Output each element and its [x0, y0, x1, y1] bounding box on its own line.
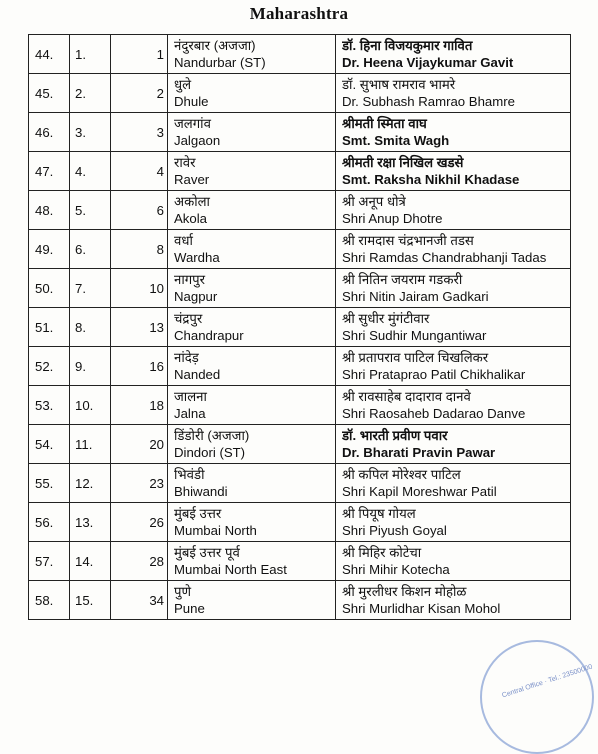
constituency-number: 20 [111, 425, 168, 464]
state-serial-number: 12. [70, 464, 111, 503]
candidate-name [336, 503, 571, 542]
constituency-name-hindi: जालना [174, 389, 207, 404]
constituency-name-english: Nanded [174, 367, 221, 382]
constituency-number: 13 [111, 308, 168, 347]
state-serial-number: 11. [70, 425, 111, 464]
page-heading: Maharashtra [249, 4, 349, 23]
table-row [29, 74, 571, 113]
state-serial-number: 10. [70, 386, 111, 425]
candidate-name-english: Shri Kapil Moreshwar Patil [342, 484, 497, 499]
constituency-name-hindi: नागपुर [174, 272, 206, 287]
candidate-name-english: Shri Raosaheb Dadarao Danve [342, 406, 526, 421]
table-row [29, 35, 571, 74]
serial-number: 58. [29, 581, 70, 620]
state-serial-number: 3. [70, 113, 111, 152]
state-serial-number: 1. [70, 35, 111, 74]
table-row [29, 542, 571, 581]
constituency-name [168, 503, 336, 542]
constituency-name [168, 269, 336, 308]
candidate-name-english: Shri Piyush Goyal [342, 523, 447, 538]
constituency-name [168, 464, 336, 503]
table-row [29, 230, 571, 269]
candidate-name [336, 269, 571, 308]
candidate-name-hindi: श्री रामदास चंद्रभानजी तडस [342, 233, 474, 248]
candidate-name [336, 581, 571, 620]
candidate-name-hindi: श्री अनूप धोत्रे [342, 194, 406, 209]
constituency-name-hindi: रावेर [174, 155, 196, 170]
candidate-name [336, 425, 571, 464]
constituency-number: 26 [111, 503, 168, 542]
constituency-name-hindi: नांदेड़ [174, 350, 199, 365]
constituency-name [168, 386, 336, 425]
constituency-name-hindi: धुले [174, 77, 192, 92]
candidate-name-english: Shri Ramdas Chandrabhanji Tadas [342, 250, 547, 265]
table-row [29, 503, 571, 542]
serial-number: 48. [29, 191, 70, 230]
candidate-name-hindi: श्री मुरलीधर किशन मोहोळ [342, 584, 467, 599]
candidate-name [336, 308, 571, 347]
constituency-name-hindi: मुंबई उत्तर [174, 506, 222, 521]
serial-number: 50. [29, 269, 70, 308]
serial-number: 55. [29, 464, 70, 503]
candidate-name-hindi: श्रीमती रक्षा निखिल खडसे [342, 155, 464, 170]
constituency-name-hindi: अकोला [174, 194, 210, 209]
candidate-name-english: Shri Prataprao Patil Chikhalikar [342, 367, 526, 382]
constituency-number: 4 [111, 152, 168, 191]
constituency-name [168, 581, 336, 620]
table-row [29, 581, 571, 620]
serial-number: 45. [29, 74, 70, 113]
candidate-name-hindi: श्रीमती स्मिता वाघ [342, 116, 427, 131]
constituency-name-english: Jalgaon [174, 133, 221, 148]
serial-number: 47. [29, 152, 70, 191]
candidate-name-english: Shri Nitin Jairam Gadkari [342, 289, 489, 304]
candidate-table [28, 34, 571, 620]
candidate-name-english: Shri Sudhir Mungantiwar [342, 328, 487, 343]
constituency-name [168, 308, 336, 347]
candidate-name-english: Smt. Raksha Nikhil Khadase [342, 172, 520, 187]
state-serial-number: 5. [70, 191, 111, 230]
constituency-name-english: Akola [174, 211, 207, 226]
constituency-name-hindi: नंदुरबार (अजजा) [174, 38, 256, 53]
state-serial-number: 9. [70, 347, 111, 386]
state-serial-number: 13. [70, 503, 111, 542]
candidate-name [336, 542, 571, 581]
constituency-number: 3 [111, 113, 168, 152]
constituency-number: 6 [111, 191, 168, 230]
constituency-number: 23 [111, 464, 168, 503]
candidate-name-english: Shri Anup Dhotre [342, 211, 443, 226]
constituency-name [168, 152, 336, 191]
serial-number: 44. [29, 35, 70, 74]
constituency-number: 34 [111, 581, 168, 620]
candidate-name [336, 74, 571, 113]
constituency-name-hindi: जलगांव [174, 116, 211, 131]
constituency-name-english: Nandurbar (ST) [174, 55, 266, 70]
constituency-name-english: Mumbai North East [174, 562, 287, 577]
table-row [29, 347, 571, 386]
candidate-name [336, 35, 571, 74]
table-row [29, 464, 571, 503]
constituency-number: 2 [111, 74, 168, 113]
constituency-name [168, 113, 336, 152]
constituency-name-english: Chandrapur [174, 328, 244, 343]
state-serial-number: 8. [70, 308, 111, 347]
serial-number: 57. [29, 542, 70, 581]
constituency-name [168, 542, 336, 581]
candidate-name [336, 347, 571, 386]
table-row [29, 191, 571, 230]
candidate-name [336, 464, 571, 503]
candidate-table-body [29, 35, 571, 620]
table-row [29, 113, 571, 152]
state-serial-number: 2. [70, 74, 111, 113]
serial-number: 46. [29, 113, 70, 152]
constituency-name-english: Dhule [174, 94, 209, 109]
candidate-name [336, 191, 571, 230]
serial-number: 51. [29, 308, 70, 347]
constituency-name-english: Wardha [174, 250, 220, 265]
serial-number: 52. [29, 347, 70, 386]
candidate-name-hindi: श्री पियूष गोयल [342, 506, 416, 521]
constituency-name-hindi: भिवंडी [174, 467, 205, 482]
candidate-name-hindi: श्री नितिन जयराम गडकरी [342, 272, 463, 287]
constituency-name-english: Dindori (ST) [174, 445, 246, 460]
constituency-name-english: Mumbai North [174, 523, 257, 538]
candidate-name-hindi: डॉ. भारती प्रवीण पवार [342, 428, 448, 443]
state-serial-number: 15. [70, 581, 111, 620]
constituency-number: 28 [111, 542, 168, 581]
constituency-number: 18 [111, 386, 168, 425]
table-row [29, 308, 571, 347]
candidate-name [336, 113, 571, 152]
candidate-name-hindi: श्री प्रतापराव पाटिल चिखलिकर [342, 350, 489, 365]
table-row [29, 386, 571, 425]
constituency-name-hindi: चंद्रपुर [174, 311, 203, 326]
constituency-name-english: Bhiwandi [174, 484, 228, 499]
candidate-name [336, 386, 571, 425]
office-stamp-text: Central Office · Tel.: 23500000 [501, 663, 594, 700]
candidate-name-english: Dr. Subhash Ramrao Bhamre [342, 94, 515, 109]
candidate-name-hindi: श्री मिहिर कोटेचा [342, 545, 422, 560]
candidate-name-english: Smt. Smita Wagh [342, 133, 450, 148]
candidate-name-english: Dr. Heena Vijaykumar Gavit [342, 55, 514, 70]
state-serial-number: 7. [70, 269, 111, 308]
table-row [29, 269, 571, 308]
constituency-name-hindi: मुंबई उत्तर पूर्व [174, 545, 240, 560]
constituency-name-english: Nagpur [174, 289, 218, 304]
candidate-name-english: Shri Mihir Kotecha [342, 562, 450, 577]
serial-number: 53. [29, 386, 70, 425]
constituency-name-hindi: डिंडोरी (अजजा) [174, 428, 250, 443]
serial-number: 54. [29, 425, 70, 464]
constituency-name [168, 425, 336, 464]
candidate-name-english: Shri Murlidhar Kisan Mohol [342, 601, 501, 616]
candidate-name-hindi: डॉ. सुभाष रामराव भामरे [342, 77, 456, 92]
candidate-name [336, 152, 571, 191]
constituency-name [168, 191, 336, 230]
constituency-name [168, 35, 336, 74]
candidate-name-english: Dr. Bharati Pravin Pawar [342, 445, 496, 460]
state-serial-number: 6. [70, 230, 111, 269]
candidate-name-hindi: डॉ. हिना विजयकुमार गावित [342, 38, 473, 53]
constituency-number: 1 [111, 35, 168, 74]
table-row [29, 425, 571, 464]
candidate-name-hindi: श्री सुधीर मुंगंटीवार [342, 311, 430, 326]
constituency-name-english: Jalna [174, 406, 206, 421]
constituency-name-hindi: वर्धा [174, 233, 193, 248]
state-serial-number: 4. [70, 152, 111, 191]
serial-number: 56. [29, 503, 70, 542]
serial-number: 49. [29, 230, 70, 269]
table-row [29, 152, 571, 191]
constituency-number: 10 [111, 269, 168, 308]
office-stamp [480, 640, 594, 754]
constituency-number: 16 [111, 347, 168, 386]
state-serial-number: 14. [70, 542, 111, 581]
constituency-name [168, 347, 336, 386]
constituency-name [168, 74, 336, 113]
constituency-number: 8 [111, 230, 168, 269]
candidate-name-hindi: श्री रावसाहेब दादाराव दानवे [342, 389, 471, 404]
constituency-name-english: Raver [174, 172, 210, 187]
candidate-name-hindi: श्री कपिल मोरेश्वर पाटिल [342, 467, 461, 482]
constituency-name-english: Pune [174, 601, 205, 616]
candidate-name [336, 230, 571, 269]
constituency-name-hindi: पुणे [174, 584, 192, 599]
constituency-name [168, 230, 336, 269]
